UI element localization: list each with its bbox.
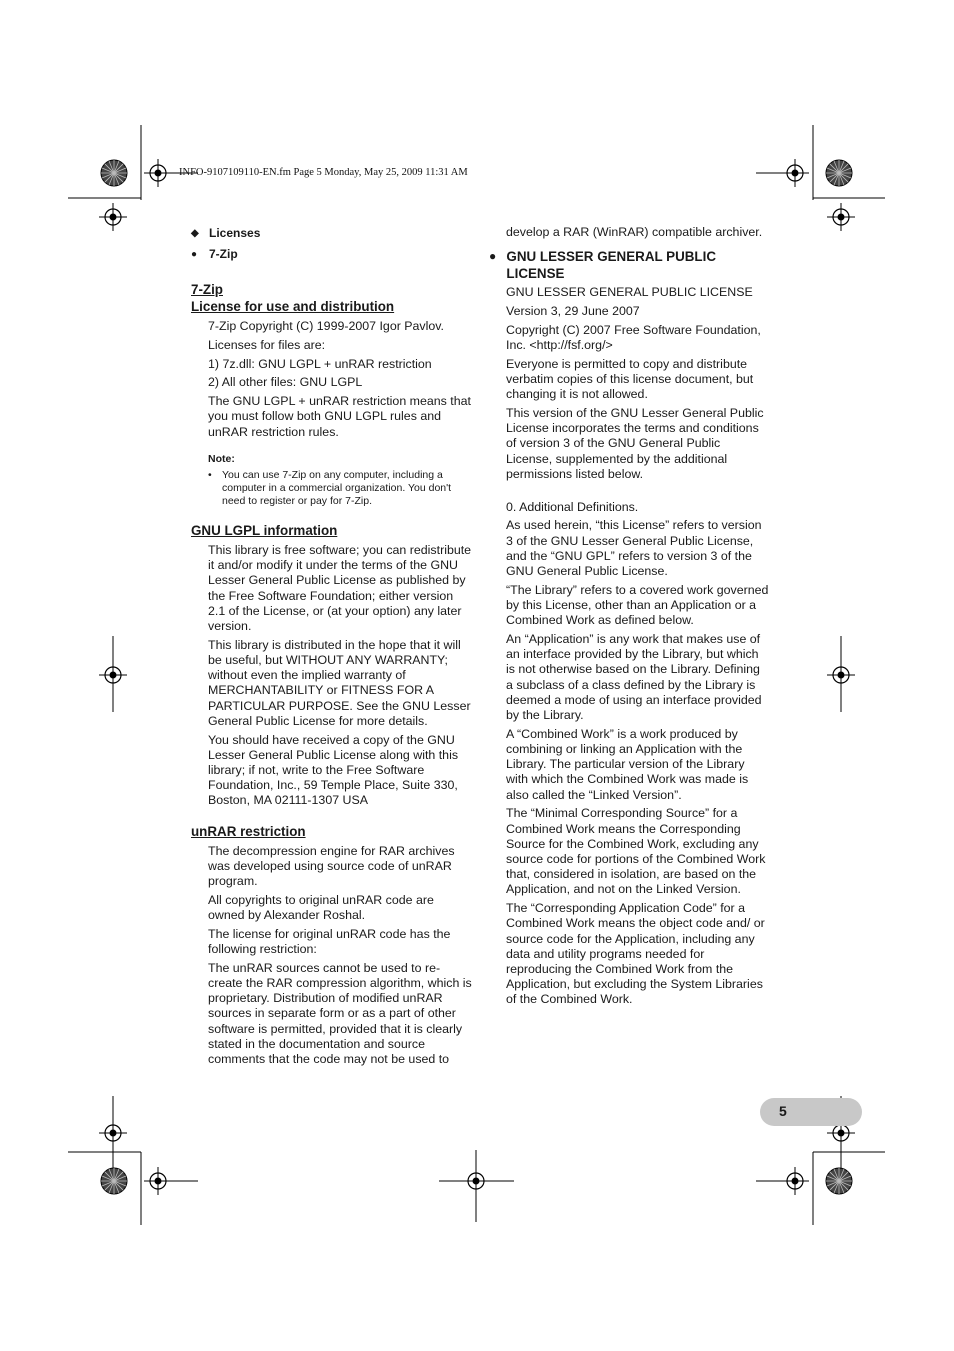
definition-paragraph: The “Corresponding Application Code” for a Combined Work means the object code and/ or source code for the Application, including any data and utility programs needed for reproducing the Combined Work from the Application, but excluding the System Libraries of the Combined Work.: [506, 901, 765, 1007]
right-column: [489, 225, 769, 1011]
unrar-paragraph: The license for original unRAR code has the following restriction:: [208, 926, 451, 957]
round-bullet-icon: ●: [191, 249, 198, 261]
print-slug: INFO-9107109110-EN.fm Page 5 Monday, May 25, 2009 11:31 AM: [179, 167, 468, 178]
license-paragraph: Copyright (C) 2007 Free Software Foundation, Inc. <http://fsf.org/>: [506, 322, 761, 352]
unrar-heading: [191, 823, 473, 840]
paragraph-gap: [489, 486, 769, 500]
zip-heading-line-2: License for use and distribution: [191, 299, 395, 314]
unrar-paragraph: The unRAR sources cannot be used to re-create the RAR compression algorithm, which is proprietary. Distribution of modified unRAR sources in separate form or as a part of other software is permitted, provided that it is clearly stated in the documentation and source comments that the code may not be used to: [208, 960, 472, 1067]
lgpl-heading: [191, 522, 473, 539]
breadcrumb-label: 7-Zip: [209, 247, 238, 262]
section-title: GNU LESSER GENERAL PUBLIC LICENSE: [506, 249, 716, 282]
zip-licenses-intro: Licenses for files are:: [208, 337, 326, 352]
note-title: Note:: [208, 452, 235, 465]
license-paragraph: This version of the GNU Lesser General Public License incorporates the terms and conditions of version 3 of the GNU General Public License, supplemented by the additional permissions listed below.: [506, 406, 764, 481]
zip-heading: [191, 281, 473, 315]
page-number: 5: [779, 1103, 787, 1119]
breadcrumb-licenses: [191, 225, 473, 243]
unrar-paragraph: All copyrights to original unRAR code are owned by Alexander Roshal.: [208, 892, 434, 923]
diamond-bullet-icon: ◆: [191, 228, 199, 240]
license-paragraph: Version 3, 29 June 2007: [506, 304, 640, 318]
zip-license-item-1: 1) 7z.dll: GNU LGPL + unRAR restriction: [208, 356, 432, 371]
definition-paragraph: The “Minimal Corresponding Source” for a Combined Work means the Corresponding Source for the Combined Work, excluding any source code for portions of the Combined Work that, considered in isolation, are based on the Application, and not on the Linked Version.: [506, 806, 766, 897]
license-paragraph: Everyone is permitted to copy and distribute verbatim copies of this license document, but changing it is not allowed.: [506, 356, 754, 402]
note-bullet-icon: •: [208, 469, 212, 481]
page-number-tab: [760, 1098, 862, 1126]
definition-paragraph: As used herein, “this License” refers to version 3 of the GNU Lesser General Public License, and the “GNU GPL” refers to version 3 of the GNU General Public License.: [506, 518, 762, 579]
note-text: You can use 7-Zip on any computer, including a computer in a commercial organization. You don't need to register or pay for 7-Zip.: [222, 469, 452, 507]
zip-copyright: 7-Zip Copyright (C) 1999-2007 Igor Pavlov.: [208, 319, 444, 333]
lgpl-license-section-heading: [489, 248, 769, 282]
lgpl-paragraph: This library is distributed in the hope that it will be useful, but WITHOUT ANY WARRANTY; without even the implied warranty of MERCHANTABILITY or FITNESS FOR A PARTICULAR PURPOSE. See the GNU Lesser General Public License for more details.: [208, 637, 471, 728]
note-item: [208, 469, 473, 508]
definition-paragraph: A “Combined Work” is a work produced by combining or linking an Application with the Library. The particular version of the Library with which the Combined Work was made is also called the “Linked Version”.: [506, 726, 749, 802]
lgpl-paragraph: You should have received a copy of the GNU Lesser General Public License along with this library; if not, write to the Free Software Foundation, Inc., 59 Temple Place, Suite 330, Boston, MA 02111-1307 USA: [208, 732, 459, 808]
zip-license-explanation: The GNU LGPL + unRAR restriction means that you must follow both GNU LGPL rules and unRAR restriction rules.: [208, 394, 471, 439]
round-bullet-icon: ●: [489, 249, 497, 264]
unrar-heading-text: unRAR restriction: [191, 823, 306, 839]
breadcrumb-label: Licenses: [209, 226, 261, 241]
unrar-paragraph: The decompression engine for RAR archives was developed using source code of unRAR program.: [208, 843, 455, 889]
left-column: [191, 225, 473, 1071]
definition-paragraph: “The Library” refers to a covered work governed by this License, other than an Application or a Combined Work as defined below.: [506, 582, 769, 628]
continued-paragraph: develop a RAR (WinRAR) compatible archiver.: [506, 225, 763, 239]
definition-paragraph: An “Application” is any work that makes use of an interface provided by the Library, but which is not otherwise based on the Library. Defining a subclass of a class defined by the Library is deemed a mode of using an interface provided by the Library.: [506, 632, 762, 723]
definition-paragraph: 0. Additional Definitions.: [506, 499, 639, 514]
zip-heading-line-1: 7-Zip: [191, 282, 223, 297]
license-paragraph: GNU LESSER GENERAL PUBLIC LICENSE: [506, 285, 753, 300]
lgpl-heading-text: GNU LGPL information: [191, 523, 338, 538]
lgpl-paragraph: This library is free software; you can redistribute it and/or modify it under the terms of the GNU Lesser General Public License as published by the Free Software Foundation; either version 2.1 of the License, or (at your option) any later version.: [208, 543, 472, 634]
zip-license-item-2: 2) All other files: GNU LGPL: [208, 375, 363, 390]
breadcrumb-7zip: [191, 246, 473, 264]
